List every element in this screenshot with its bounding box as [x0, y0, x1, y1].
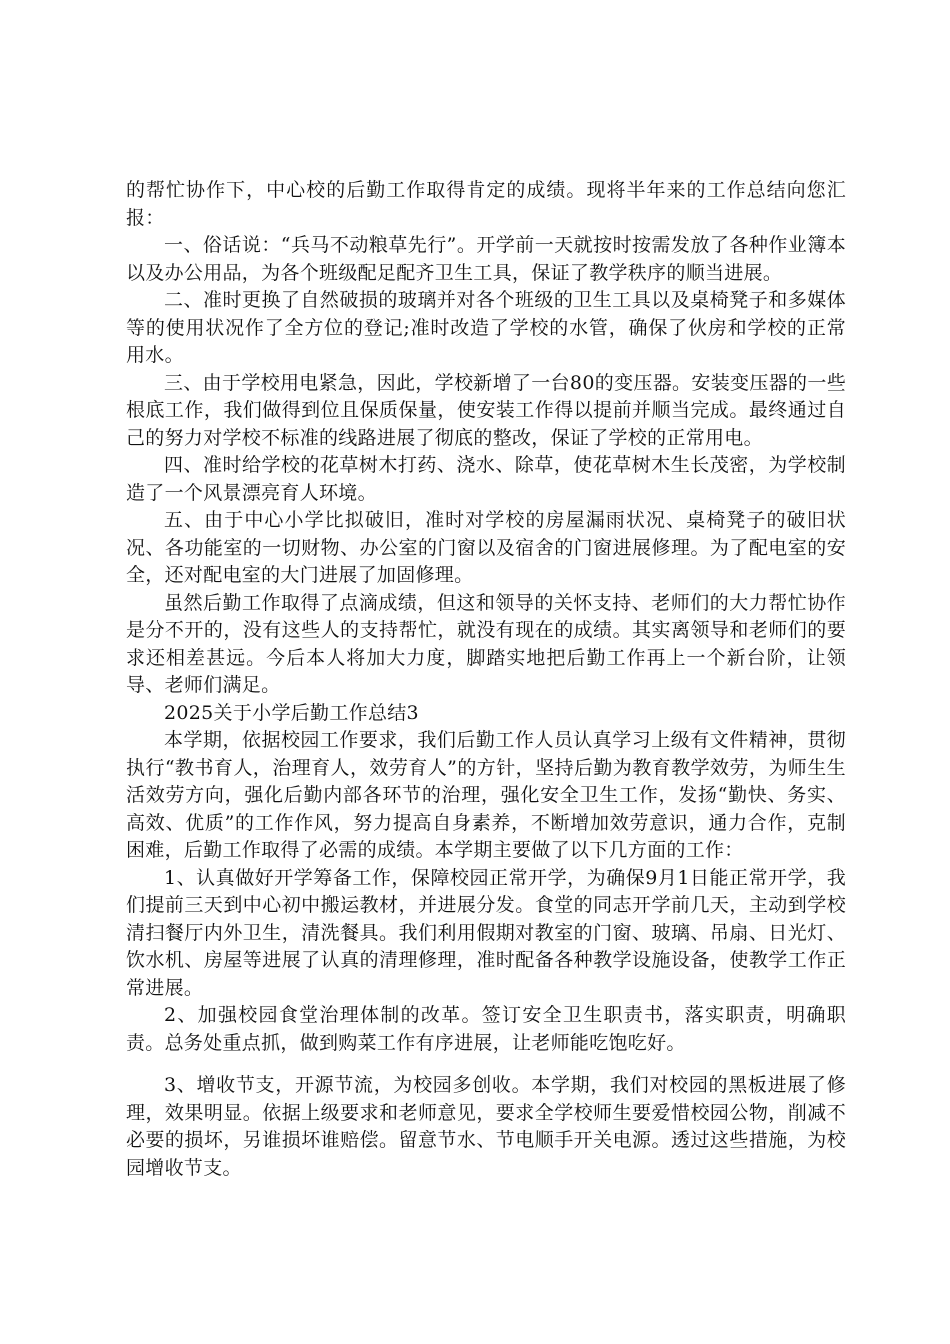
section-heading: 2025关于小学后勤工作总结3 [164, 701, 419, 724]
paragraph-work-3: 3、增收节支，开源节流，为校园多创收。本学期，我们对校园的黑板进展了修理，效果明显。依据上级要求和老师意见，要求全学校师生要爱惜校园公物，削减不必要的损坏，另谁损坏谁赔偿。留意节水、节电顺手开关电源。透过这些措施，为校园增收节支。 [126, 1074, 846, 1179]
paragraph-section-intro: 本学期，依据校园工作要求，我们后勤工作人员认真学习上级有文件精神，贯彻执行“教书育人，治理育人，效劳育人”的方针，坚持后勤为教育教学效劳，为师生生活效劳方向，强化后勤内部各环节的治理，强化安全卫生工作，发扬“勤快、务实、高效、优质”的工作作风，努力提高自身素养，不断增加效劳意识，通力合作，克制困难，后勤工作取得了必需的成绩。本学期主要做了以下几方面的工作： [126, 729, 846, 861]
paragraph-item-5: 五、由于中心小学比拟破旧，准时对学校的房屋漏雨状况、桌椅凳子的破旧状况、各功能室的一切财物、办公室的门窗以及宿舍的门窗进展修理。为了配电室的安全，还对配电室的大门进展了加固修理。 [126, 509, 846, 586]
paragraph-work-2: 2、加强校园食堂治理体制的改革。签订安全卫生职责书，落实职责，明确职责。总务处重点抓，做到购菜工作有序进展，让老师能吃饱吃好。 [126, 1004, 846, 1054]
paragraph-item-4: 四、准时给学校的花草树木打药、浇水、除草，使花草树木生长茂密，为学校制造了一个风景漂亮育人环境。 [126, 454, 846, 504]
paragraph-work-1: 1、认真做好开学筹备工作，保障校园正常开学，为确保9月1日能正常开学，我们提前三天到中心初中搬运教材，并进展分发。食堂的同志开学前几天，主动到学校清扫餐厅内外卫生，清洗餐具。我们利用假期对教室的门窗、玻璃、吊扇、日光灯、饮水机、房屋等进展了认真的清理修理，准时配备各种教学设施设备，使教学工作正常进展。 [126, 866, 846, 999]
paragraph-item-3: 三、由于学校用电紧急，因此，学校新增了一台80的变压器。安装变压器的一些根底工作，我们做得到位且保质保量，使安装工作得以提前并顺当完成。最终通过自己的努力对学校不标准的线路进展了彻底的整改，保证了学校的正常用电。 [126, 371, 846, 449]
paragraph-item-1: 一、俗话说：“兵马不动粮草先行”。开学前一天就按时按需发放了各种作业簿本以及办公用品，为各个班级配足配齐卫生工具，保证了教学秩序的顺当进展。 [126, 234, 846, 284]
paragraph-intro-continuation: 的帮忙协作下，中心校的后勤工作取得肯定的成绩。现将半年来的工作总结向您汇报： [126, 179, 846, 229]
document-body-continued [126, 1072, 846, 1182]
document-body [126, 177, 846, 1057]
paragraph-conclusion: 虽然后勤工作取得了点滴成绩，但这和领导的关怀支持、老师们的大力帮忙协作是分不开的，没有这些人的支持帮忙，就没有现在的成绩。其实离领导和老师们的要求还相差甚远。今后本人将加大力度，脚踏实地把后勤工作再上一个新台阶，让领导、老师们满足。 [126, 591, 846, 696]
paragraph-item-2: 二、准时更换了自然破损的玻璃并对各个班级的卫生工具以及桌椅凳子和多媒体等的使用状况作了全方位的登记;准时改造了学校的水管，确保了伙房和学校的正常用水。 [126, 289, 846, 366]
